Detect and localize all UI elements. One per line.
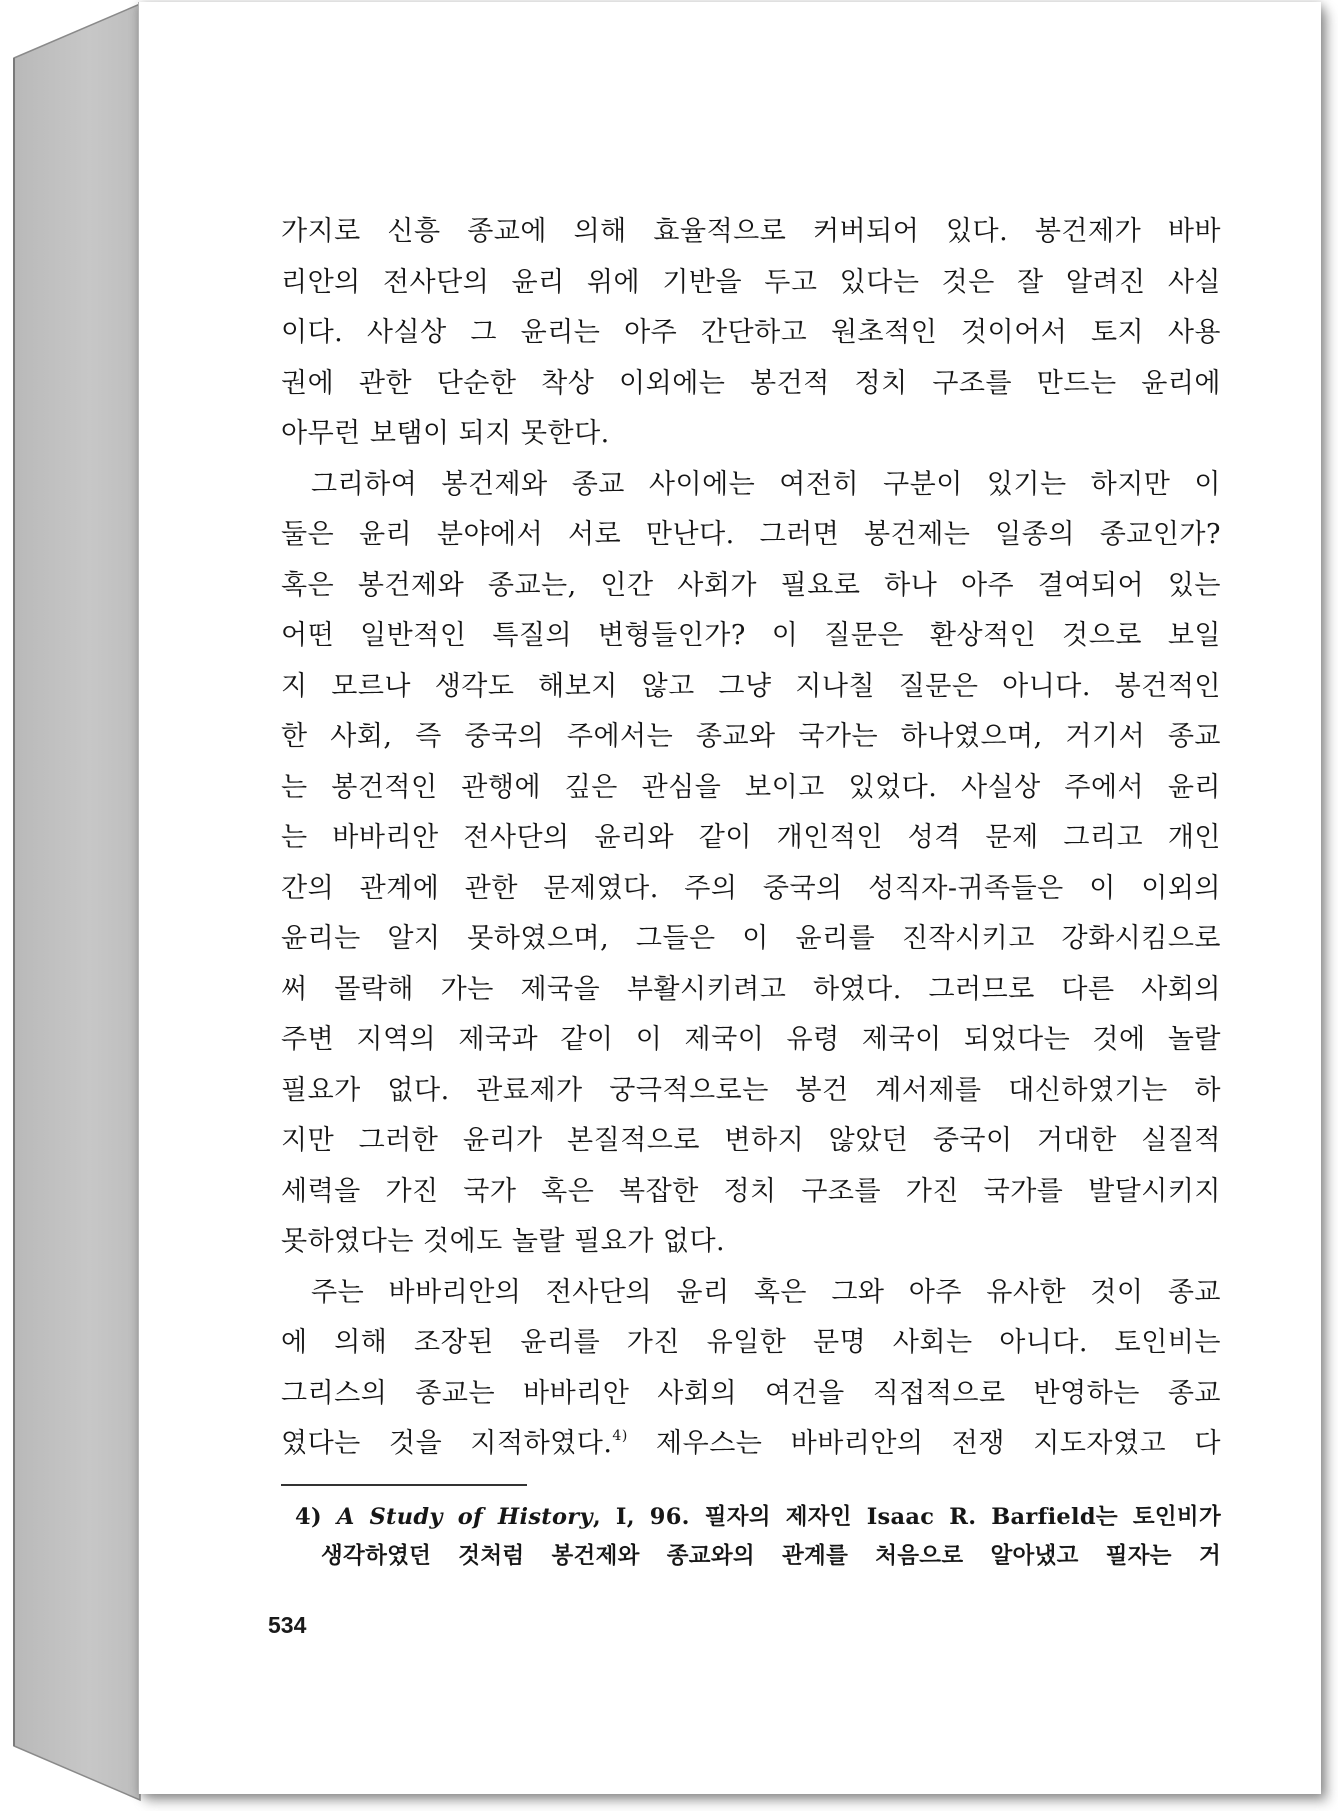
footnote-reference[interactable]: 4): [612, 1428, 628, 1444]
book-page: [138, 2, 1321, 1794]
footnote-divider: [281, 1484, 527, 1486]
text-line: 에 의해 조장된 윤리를 가진 유일한 문명 사회는 아니다. 토인비는: [281, 1327, 1221, 1358]
paragraph-2: [281, 460, 1221, 1268]
text-line: 아무런 보탬이 되지 못한다.: [281, 418, 610, 449]
text-line: 그리하여 봉건제와 종교 사이에는 여전히 구분이 있기는 하지만 이: [311, 468, 1221, 500]
text-line: 못하였다는 것에도 놀랄 필요가 없다.: [281, 1226, 726, 1257]
text-line: 주는 바바리안의 전사단의 윤리 혹은 그와 아주 유사한 것이 종교: [311, 1276, 1221, 1308]
page-number: 534: [268, 1612, 307, 1638]
text-line: 한 사회, 즉 중국의 주에서는 종교와 국가는 하나였으며, 거기서 종교: [281, 721, 1221, 752]
paragraph-1: [281, 207, 1221, 460]
footnote-line: 생각하였던 것처럼 봉건제와 종교와의 관계를 처음으로 알아냈고 필자는 거: [321, 1542, 1221, 1569]
text-line: 는 봉건적인 관행에 깊은 관심을 보이고 있었다. 사실상 주에서 윤리: [281, 771, 1221, 803]
page-content: [281, 207, 1221, 1576]
text-line: 필요가 없다. 관료제가 궁극적으로는 봉건 계서제를 대신하였기는 하: [281, 1074, 1221, 1106]
text-line: 지만 그러한 윤리가 본질적으로 변하지 않았던 중국이 거대한 실질적: [281, 1125, 1221, 1156]
text-line: 리안의 전사단의 윤리 위에 기반을 두고 있다는 것은 잘 알려진 사실: [281, 266, 1221, 298]
text-line: 윤리는 알지 못하였으며, 그들은 이 윤리를 진작시키고 강화시킴으로: [281, 923, 1221, 954]
text-line: 써 몰락해 가는 제국을 부활시키려고 하였다. 그러므로 다른 사회의: [281, 973, 1221, 1005]
text-line: 간의 관계에 관한 문제였다. 주의 중국의 성직자-귀족들은 이 이외의: [281, 872, 1221, 904]
text-segment: 제우스는 바바리안의 전쟁 지도자였고 다: [627, 1428, 1221, 1459]
footnote-line: [281, 1498, 1221, 1537]
text-line: 어떤 일반적인 특질의 변형들인가? 이 질문은 환상적인 것으로 보일: [281, 620, 1221, 651]
text-line-with-footnote-ref: [281, 1419, 1221, 1470]
text-line: 권에 관한 단순한 착상 이외에는 봉건적 정치 구조를 만드는 윤리에: [281, 367, 1221, 399]
paragraph-3: [281, 1268, 1221, 1470]
text-line: 그리스의 종교는 바바리안 사회의 여건을 직접적으로 반영하는 종교: [281, 1377, 1221, 1409]
text-line: 지 모르나 생각도 해보지 않고 그냥 지나칠 질문은 아니다. 봉건적인: [281, 670, 1221, 702]
text-line: 세력을 가진 국가 혹은 복잡한 정치 구조를 가진 국가를 발달시키지: [281, 1175, 1221, 1207]
text-line: 는 바바리안 전사단의 윤리와 같이 개인적인 성격 문제 그리고 개인: [281, 822, 1221, 853]
footnote: [281, 1498, 1221, 1576]
text-segment: 였다는 것을 지적하였다.: [281, 1428, 613, 1459]
text-line: 혹은 봉건제와 종교는, 인간 사회가 필요로 하나 아주 결여되어 있는: [281, 569, 1221, 601]
footnote-number: 4): [295, 1503, 322, 1530]
text-line: 이다. 사실상 그 윤리는 아주 간단하고 원초적인 것이어서 토지 사용: [281, 317, 1221, 348]
text-line: 둘은 윤리 분야에서 서로 만난다. 그러면 봉건제는 일종의 종교인가?: [281, 519, 1221, 550]
footnote-text: , I, 96. 필자의 제자인 Isaac R. Barfield는 토인비가: [592, 1503, 1221, 1530]
footnote-book-title: A Study of History: [336, 1503, 593, 1530]
text-line: 주변 지역의 제국과 같이 이 제국이 유령 제국이 되었다는 것에 놀랄: [281, 1024, 1221, 1055]
text-line: 가지로 신흥 종교에 의해 효율적으로 커버되어 있다. 봉건제가 바바: [281, 216, 1221, 247]
